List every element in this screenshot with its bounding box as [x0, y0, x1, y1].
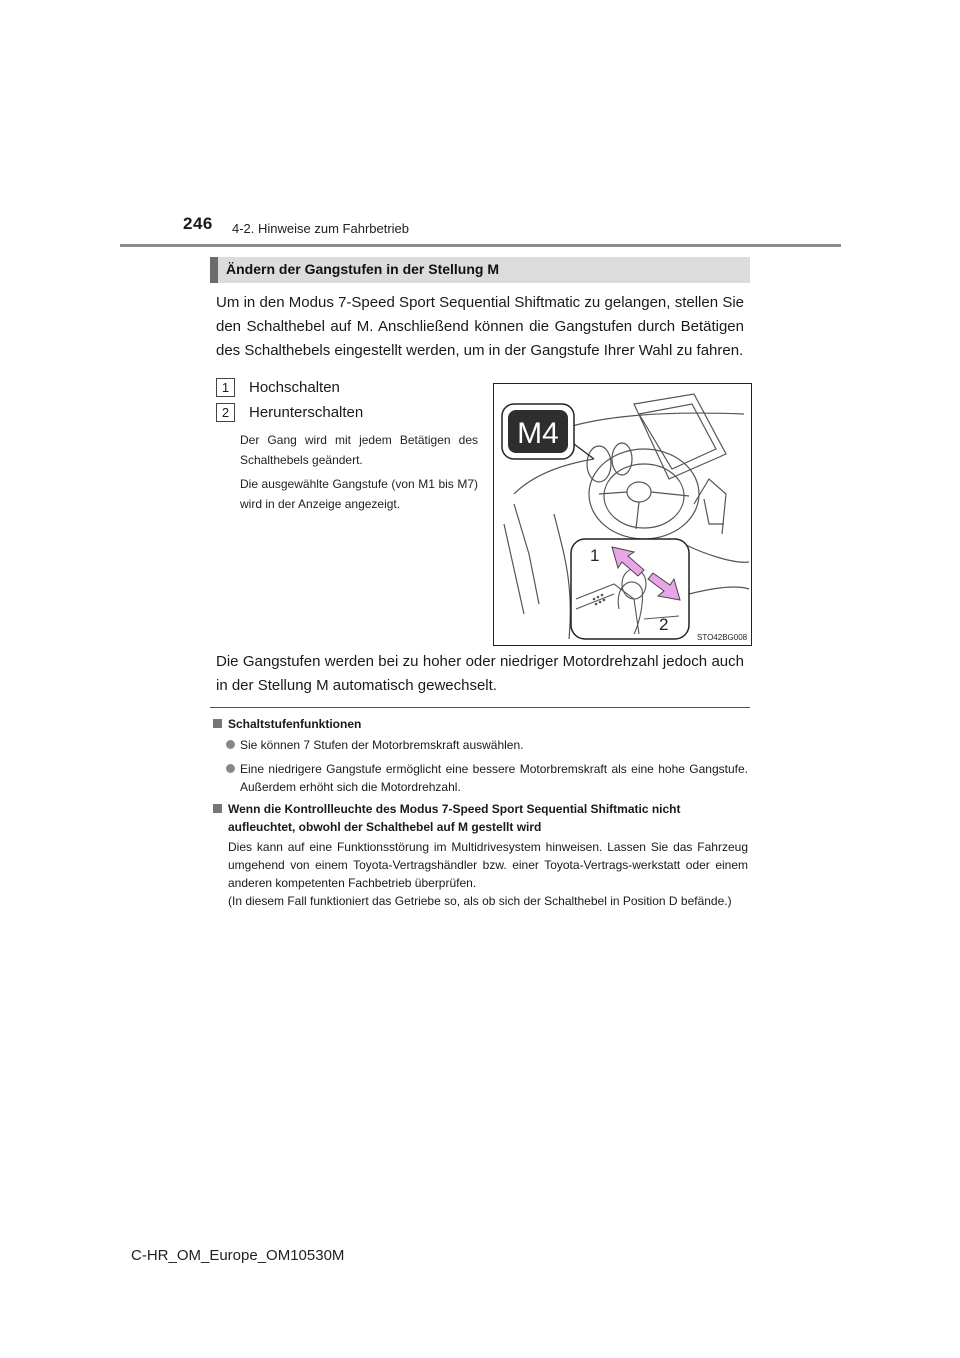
info-heading-text: Wenn die Kontrollleuchte des Modus 7-Speed Sport Sequential Shiftmatic nicht aufleuchtet, obwohl der Schalthebel auf M gestellt wird [228, 802, 681, 834]
info-paragraph: Dies kann auf eine Funktionsstörung im Multidrivesystem hinweisen. Lassen Sie das Fahrzeug umgehend von einem Toyota-Vertragshändler bzw. einer Toyota-Vertrags-werkstatt oder einem anderen kompetenten Fachbetrieb überprüfen. [228, 840, 748, 890]
info-paragraph: (In diesem Fall funktioniert das Getriebe so, als ob sich der Schalthebel in Position D befände.) [228, 894, 732, 908]
note-gear-change: Der Gang wird mit jedem Betätigen des Schalthebels geändert. [240, 433, 478, 467]
bullet-item [226, 736, 748, 754]
step-label: Herunterschalten [249, 404, 364, 421]
step-label: Hochschalten [249, 379, 340, 396]
info-heading-gear-functions [213, 715, 747, 733]
shift-lever-illustration [493, 383, 752, 646]
step-upshift [216, 378, 340, 397]
info-heading-text: Schaltstufenfunktionen [228, 717, 362, 731]
bullet-text: Sie können 7 Stufen der Motorbremskraft auswählen. [240, 738, 524, 752]
gear-display-label: M4 [517, 417, 559, 450]
bullet-text: Eine niedrigere Gangstufe ermöglicht eine bessere Motorbremskraft als eine hohe Gangstufe. Außerdem erhöht sich die Motordrehzahl. [240, 762, 748, 794]
square-bullet-icon [213, 804, 222, 813]
circle-bullet-icon [226, 740, 235, 749]
step-number: 2 [216, 403, 235, 422]
callout-number-2: 2 [659, 615, 669, 634]
section-divider [210, 707, 750, 708]
callout-number-1: 1 [590, 546, 600, 565]
note-gear-display: Die ausgewählte Gangstufe (von M1 bis M7) wird in der Anzeige angezeigt. [240, 477, 478, 511]
bullet-item [226, 760, 748, 796]
section-heading [210, 257, 750, 283]
footer-doc-id: C-HR_OM_Europe_OM10530M [131, 1247, 345, 1264]
header-divider [120, 244, 841, 247]
info-heading-indicator [213, 800, 747, 836]
breadcrumb: 4-2. Hinweise zum Fahrbetrieb [232, 221, 410, 236]
intro-paragraph: Um in den Modus 7-Speed Sport Sequential Shiftmatic zu gelangen, stellen Sie den Schalthebel auf M. Anschließend können die Gangstufen durch Betätigen des Schalthebels eingestellt werden, um in der Gangstufe Ihrer Wahl zu fahren. [216, 294, 744, 359]
step-downshift [216, 403, 363, 422]
auto-shift-note: Die Gangstufen werden bei zu hoher oder niedriger Motordrehzahl jedoch auch in der Stellung M automatisch gewechselt. [216, 653, 744, 694]
square-bullet-icon [213, 719, 222, 728]
illustration-drawing [494, 384, 751, 645]
page-number: 246 [183, 214, 213, 233]
section-heading-bar [210, 257, 218, 283]
circle-bullet-icon [226, 764, 235, 773]
figure-code: STO42BG008 [697, 633, 748, 642]
step-number: 1 [216, 378, 235, 397]
section-title: Ändern der Gangstufen in der Stellung M [226, 261, 500, 277]
